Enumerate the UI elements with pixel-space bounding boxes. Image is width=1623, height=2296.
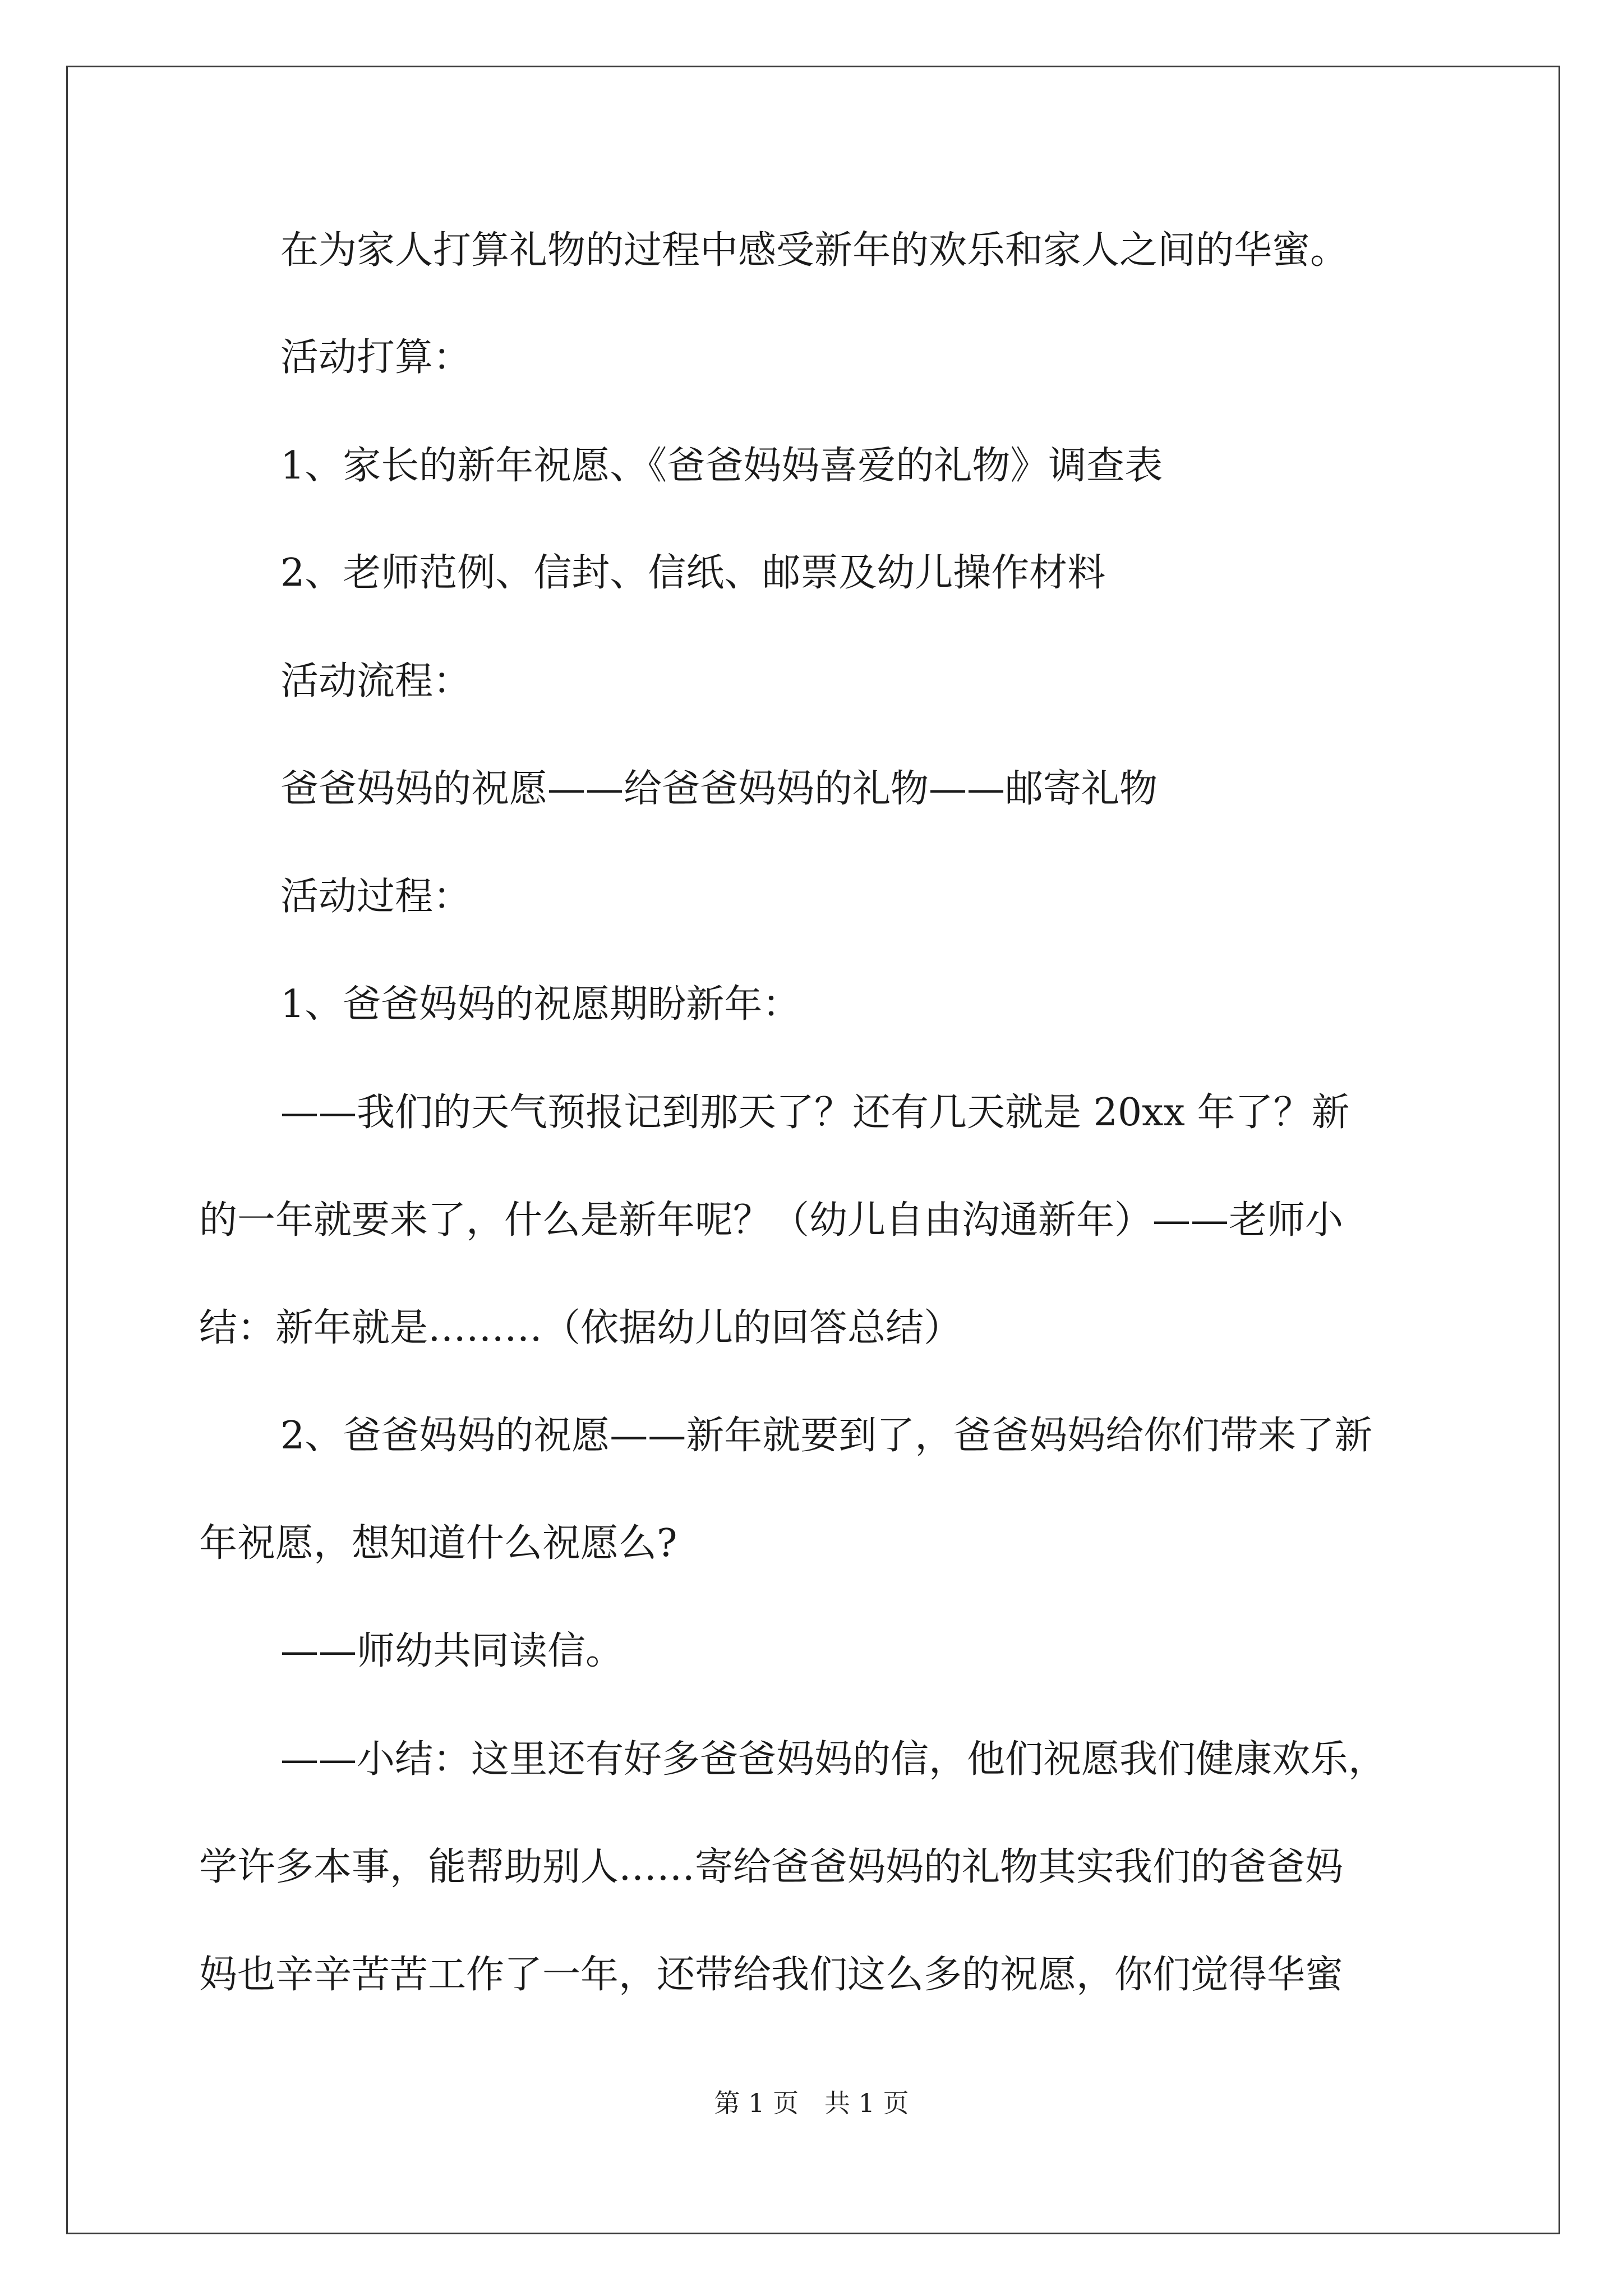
paragraph-line: 年祝愿，想知道什么祝愿么? [199,1521,677,1566]
paragraph-line: ——我们的天气预报记到那天了？还有几天就是 20xx 年了？新 [280,1091,1350,1135]
paragraph-line: 结：新年就是………（依据幼儿的回答总结） [199,1306,962,1350]
paragraph-line: ——师幼共同读信。 [280,1629,624,1673]
page-border [66,66,1560,2234]
paragraph-line: 活动过程： [280,875,472,919]
paragraph-line: 1、家长的新年祝愿、《爸爸妈妈喜爱的礼物》调查表 [280,444,1163,488]
paragraph-line: 妈也辛辛苦苦工作了一年，还带给我们这么多的祝愿，你们觉得华蜜 [199,1953,1344,1997]
paragraph-line: 在为家人打算礼物的过程中感受新年的欢乐和家人之间的华蜜。 [280,228,1349,273]
paragraph-line: ——小结：这里还有好多爸爸妈妈的信，他们祝愿我们健康欢乐， [280,1737,1387,1782]
paragraph-line: 爸爸妈妈的祝愿——给爸爸妈妈的礼物——邮寄礼物 [280,767,1158,811]
paragraph-line: 活动打算： [280,335,472,380]
paragraph-line: 1、爸爸妈妈的祝愿期盼新年： [280,982,801,1027]
page-footer: 第 1 页 共 1 页 [714,2088,909,2118]
paragraph-line: 的一年就要来了，什么是新年呢？（幼儿自由沟通新年）——老师小 [199,1198,1344,1243]
paragraph-line: 2、爸爸妈妈的祝愿——新年就要到了，爸爸妈妈给你们带来了新 [280,1414,1373,1458]
paragraph-line: 学许多本事，能帮助别人……寄给爸爸妈妈的礼物其实我们的爸爸妈 [199,1845,1344,1889]
paragraph-line: 活动流程： [280,659,472,703]
paragraph-line: 2、老师范例、信封、信纸、邮票及幼儿操作材料 [280,551,1106,595]
